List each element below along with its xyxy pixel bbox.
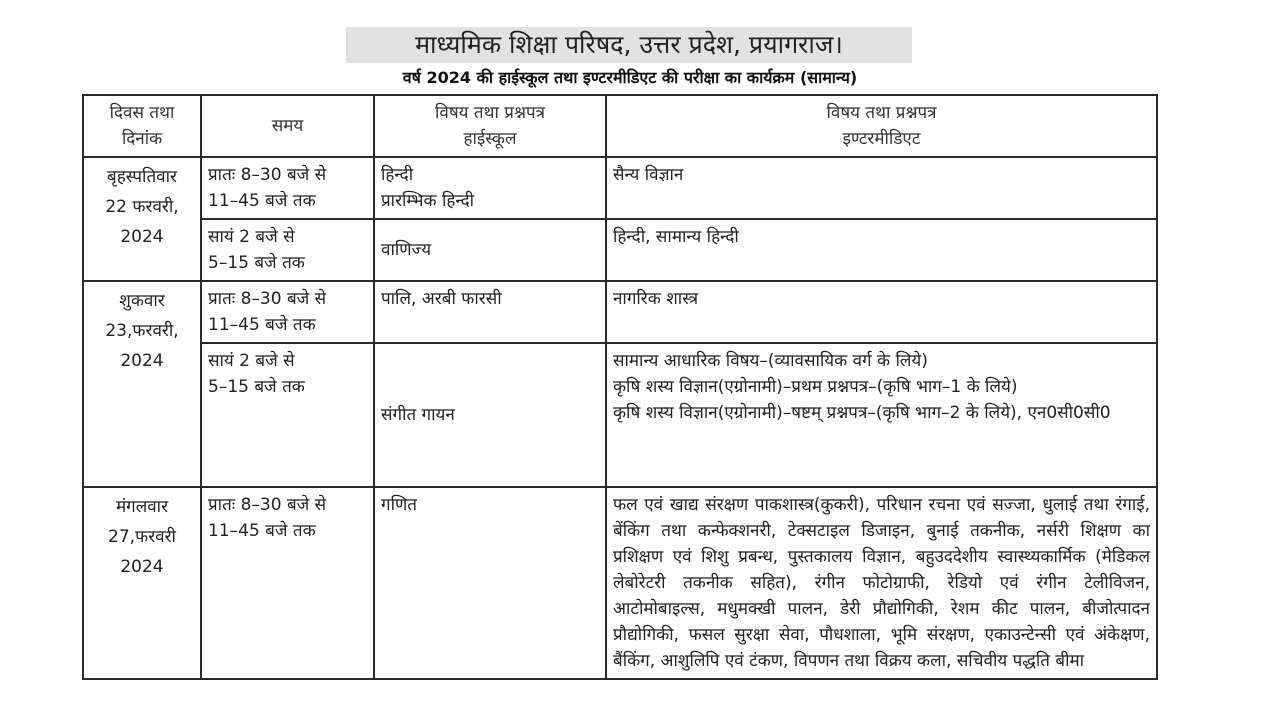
highschool-subject-cell: वाणिज्य [374, 219, 606, 281]
table-row [83, 343, 1157, 487]
time-cell: प्रातः 8–30 बजे से 11–45 बजे तक [201, 157, 374, 219]
intermediate-subject-cell: फल एवं खाद्य संरक्षण पाकशास्त्र(कुकरी), परिधान रचना एवं सज्जा, धुलाई तथा रंगाई, बेंकिंग तथा कन्फेक्शनरी, टेक्सटाइल डिजाइन, बुनाई तकनीक, नर्सरी शिक्षण का प्रशिक्षण एवं शिशु प्रबन्ध, पुस्तकालय विज्ञान, बहुउददेशीय स्वास्थ्यकार्मिक (मेडिकल लेबोरेटरी तकनीक सहित), रंगीन फोटोग्राफी, रेडियो एवं रंगीन टेलीविजन, आटोमोबाइल्स, मधुमक्खी पालन, डेरी प्रौद्योगिकी, रेशम कीट पालन, बीजोत्पादन प्रौद्योगिकी, फसल सुरक्षा सेवा, पौधशाला, भूमि संरक्षण, एकाउन्टेन्सी एवं अंकेक्षण, बैंकिंग, आशुलिपि एवं टंकण, विपणन तथा विक्रय कला, सचिवीय पद्धति बीमा [606, 487, 1157, 679]
table-header-row [83, 95, 1157, 157]
table-row [83, 157, 1157, 219]
day-date-cell: बृहस्पतिवार 22 फरवरी, 2024 [83, 157, 201, 281]
intermediate-subject-cell: सामान्य आधारिक विषय–(व्यावसायिक वर्ग के लिये) कृषि शस्य विज्ञान(एग्रोनामी)–प्रथम प्रश्नपत्र–(कृषि भाग–1 के लिये) कृषि शस्य विज्ञान(एग्रोनामी)–षष्टम् प्रश्नपत्र–(कृषि भाग–2 के लिये), एन0सी0सी0 [606, 343, 1157, 487]
header-intermediate-subject: विषय तथा प्रश्नपत्र इण्टरमीडिएट [606, 95, 1157, 157]
highschool-subject-cell: पालि, अरबी फारसी [374, 281, 606, 343]
time-cell: सायं 2 बजे से 5–15 बजे तक [201, 219, 374, 281]
day-date-cell: शुकवार 23,फरवरी, 2024 [83, 281, 201, 487]
highschool-subject-cell: गणित [374, 487, 606, 679]
header-highschool-subject: विषय तथा प्रश्नपत्र हाईस्कूल [374, 95, 606, 157]
header-day-date: दिवस तथा दिनांक [83, 95, 201, 157]
time-cell: सायं 2 बजे से 5–15 बजे तक [201, 343, 374, 487]
header-time: समय [201, 95, 374, 157]
board-title: माध्यमिक शिक्षा परिषद, उत्तर प्रदेश, प्रयागराज। [346, 27, 912, 63]
highschool-subject-cell: संगीत गायन [374, 343, 606, 487]
table-row [83, 281, 1157, 343]
schedule-subtitle: वर्ष 2024 की हाईस्कूल तथा इण्टरमीडिएट की परीक्षा का कार्यक्रम (सामान्य) [402, 68, 858, 87]
table-row [83, 219, 1157, 281]
highschool-subject-cell: हिन्दी प्रारम्भिक हिन्दी [374, 157, 606, 219]
table-row [83, 487, 1157, 679]
time-cell: प्रातः 8–30 बजे से 11–45 बजे तक [201, 281, 374, 343]
intermediate-subject-cell: हिन्दी, सामान्य हिन्दी [606, 219, 1157, 281]
time-cell: प्रातः 8–30 बजे से 11–45 बजे तक [201, 487, 374, 679]
exam-schedule-table [82, 94, 1158, 680]
intermediate-subject-cell: नागरिक शास्त्र [606, 281, 1157, 343]
intermediate-subject-cell: सैन्य विज्ञान [606, 157, 1157, 219]
day-date-cell: मंगलवार 27,फरवरी 2024 [83, 487, 201, 679]
